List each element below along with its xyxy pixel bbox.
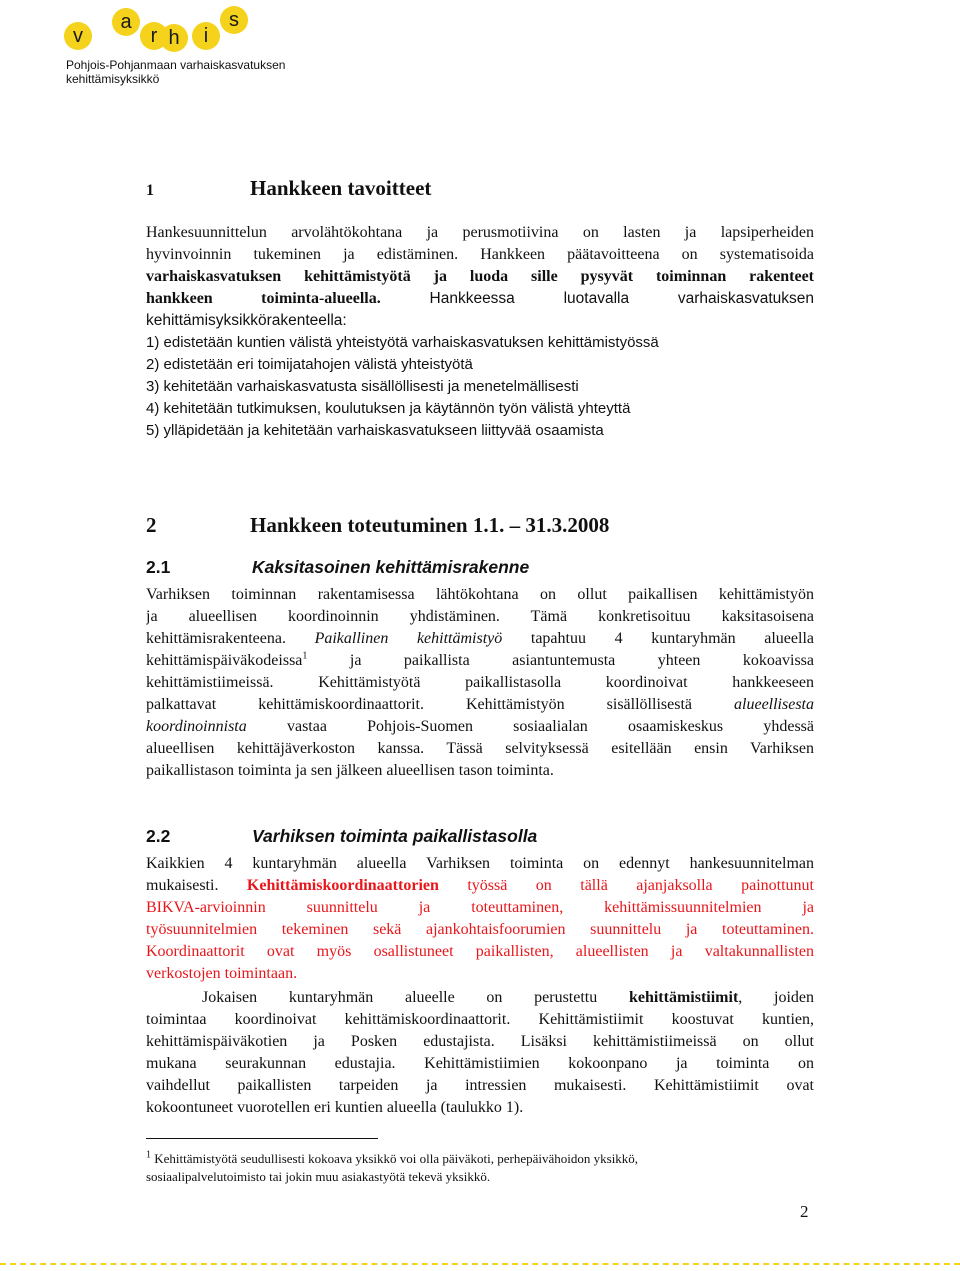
section-number: 1 <box>146 182 154 199</box>
text-line: hankkeen toiminta-alueella. Hankkeessa luotavalla varhaiskasvatuksen <box>146 290 814 307</box>
section-title: Kaksitasoinen kehittämisrakenne <box>252 557 530 577</box>
section-2-2-paragraph-1 <box>146 853 814 985</box>
text-line: kehittämisyksikkörakenteella: <box>146 312 347 329</box>
text-line: kehittämisrakenteena. Paikallinen kehittämistyö tapahtuu 4 kuntaryhmän alueella <box>146 630 814 647</box>
list-item: 2) edistetään eri toimijatahojen välistä yhteistyötä <box>146 356 473 373</box>
footnote <box>146 1150 814 1186</box>
text-line: hyvinvoinnin tukeminen ja edistäminen. Hankkeen päätavoitteena on systematisoida <box>146 246 814 263</box>
text-line: ja alueellisen koordinoinnin yhdistäminen. Tämä konkretisoituu kaksitasoisena <box>146 608 814 625</box>
section-2-1-heading <box>146 557 529 578</box>
text-line: varhaiskasvatuksen kehittämistyötä ja luoda sille pysyvät toiminnan rakenteet <box>146 268 814 285</box>
list-item: 1) edistetään kuntien välistä yhteistyötä varhaiskasvatuksen kehittämistyössä <box>146 334 659 351</box>
section-2-heading <box>146 513 609 538</box>
text-line: BIKVA-arvioinnin suunnittelu ja toteuttaminen, kehittämissuunnitelmien ja <box>146 899 814 916</box>
text-line: kehittämispäiväkotien ja Posken edustajista. Lisäksi kehittämistiimeissä on ollut <box>146 1033 814 1050</box>
logo-letter-i: i <box>192 22 220 50</box>
logo-letter-v: v <box>64 22 92 50</box>
logo-subtitle-1: Pohjois-Pohjanmaan varhaiskasvatuksen <box>66 58 286 72</box>
bottom-border <box>0 1263 960 1265</box>
varhis-logo <box>62 6 286 86</box>
section-1-heading <box>146 176 431 201</box>
text-line: työsuunnitelmien tekeminen sekä ajankohtaisfoorumien suunnittelu ja toteuttaminen. <box>146 921 814 938</box>
footnote-line: sosiaalipalvelutoimisto tai jokin muu asiakastyötä tekevä yksikkö. <box>146 1169 491 1184</box>
footnote-separator <box>146 1138 378 1139</box>
text-line: kehittämispäiväkodeissa$^1$ ja paikallista asiantuntemusta yhteen kokoavissa <box>146 650 814 669</box>
section-title: Varhiksen toiminta paikallistasolla <box>252 826 538 846</box>
section-title: Hankkeen tavoitteet <box>250 176 432 200</box>
footnote-line: $^1$ Kehittämistyötä seudullisesti kokoava yksikkö voi olla päiväkoti, perhepäivähoidon yksikkö, <box>146 1149 639 1166</box>
logo-letter-h: h <box>160 24 188 52</box>
text-line: mukaisesti. Kehittämiskoordinaattorien työssä on tällä ajanjaksolla painottunut <box>146 877 814 894</box>
text-line: alueellisen kehittäjäverkoston kanssa. Tässä selvityksessä esitellään ensin Varhiksen <box>146 740 814 757</box>
list-item: 4) kehitetään tutkimuksen, koulutuksen ja käytännön työn välistä yhteyttä <box>146 400 631 417</box>
text-line: vaihdellut paikallisten tarpeiden ja intressien mukaisesti. Kehittämistiimit ovat <box>146 1077 814 1094</box>
footnote-ref: 1 <box>302 650 308 662</box>
goal-list <box>146 332 659 442</box>
text-line: koordinoinnista vastaa Pohjois-Suomen sosiaalialan osaamiskeskus yhdessä <box>146 718 814 735</box>
section-number: 2.1 <box>146 557 171 577</box>
section-1-paragraph <box>146 222 814 332</box>
section-number: 2.2 <box>146 826 171 846</box>
text-line: Koordinaattorit ovat myös osallistuneet paikallisten, alueellisten ja valtakunnallisten <box>146 943 814 960</box>
list-item: 3) kehitetään varhaiskasvatusta sisällöllisesti ja menetelmällisesti <box>146 378 579 395</box>
text-line: toimintaa koordinoivat kehittämiskoordinaattorit. Kehittämistiimit koostuvat kuntien, <box>146 1011 814 1028</box>
text-line: Varhiksen toiminnan rakentamisessa lähtökohtana on ollut paikallisen kehittämistyön <box>146 586 814 603</box>
logo-subtitle-2: kehittämisyksikkö <box>66 72 160 86</box>
logo-letter-r: r <box>140 22 168 50</box>
text-line: Kaikkien 4 kuntaryhmän alueella Varhiksen toiminta on edennyt hankesuunnitelman <box>146 855 814 872</box>
section-title: Hankkeen toteutuminen 1.1. – 31.3.2008 <box>250 513 610 537</box>
list-item: 5) ylläpidetään ja kehitetään varhaiskasvatukseen liittyvää osaamista <box>146 422 604 439</box>
text-line: Hankesuunnittelun arvolähtökohtana ja perusmotiivina on lasten ja lapsiperheiden <box>146 224 814 241</box>
logo-letter-a: a <box>112 8 140 36</box>
page-number: 2 <box>800 1202 809 1221</box>
text-line: mukana seurakunnan edustajia. Kehittämistiimien kokoonpano ja toiminta on <box>146 1055 814 1072</box>
section-number: 2 <box>146 513 157 537</box>
section-2-1-paragraph <box>146 584 814 782</box>
text-line: Jokaisen kuntaryhmän alueelle on perustettu kehittämistiimit, joiden <box>202 989 814 1006</box>
text-line: kokoontuneet vuorotellen eri kuntien alueella (taulukko 1). <box>146 1099 524 1116</box>
text-line: kehittämistiimeissä. Kehittämistyötä paikallistasolla koordinoivat hankkeeseen <box>146 674 814 691</box>
text-line: paikallistason toiminta ja sen jälkeen alueellisen tason toiminta. <box>146 762 554 779</box>
logo-letter-s: s <box>220 6 248 34</box>
text-line: palkattavat kehittämiskoordinaattorit. Kehittämistyön sisällöllisestä alueellisesta <box>146 696 814 713</box>
section-2-2-heading <box>146 826 537 847</box>
text-line: verkostojen toimintaan. <box>146 965 298 982</box>
section-2-2-paragraph-2 <box>146 987 814 1119</box>
